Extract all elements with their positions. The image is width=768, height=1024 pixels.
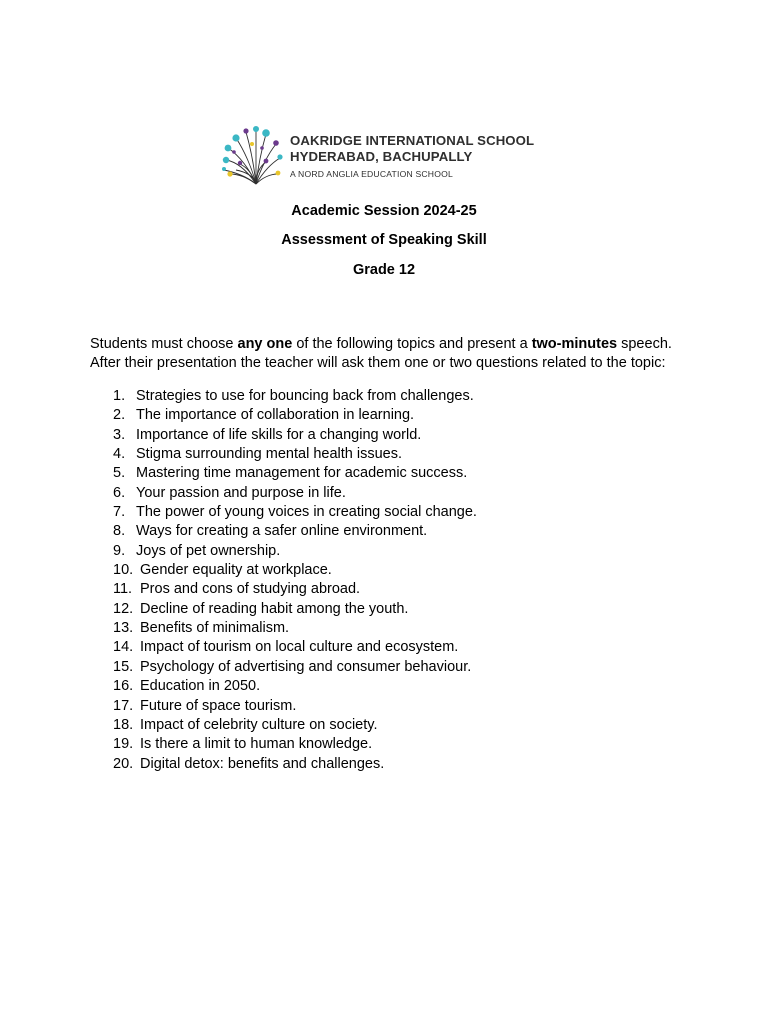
topic-number: 7. [113,504,126,521]
topic-number: 20. [113,755,134,772]
topic-number: 16. [113,678,134,695]
topic-item [90,445,690,464]
topic-item [90,735,690,754]
topic-text: Digital detox: benefits and challenges. [140,755,385,772]
topic-item [90,638,690,657]
topic-item [90,484,690,503]
topic-number: 1. [113,388,126,404]
school-emblem-icon [218,122,284,188]
topic-text: The importance of collaboration in learning. [136,407,415,424]
topic-item [90,716,690,735]
topic-item [90,387,690,406]
intro-text-1: Students must choose [90,335,238,352]
topic-text: Gender equality at workplace. [140,562,332,579]
logo-wordmark [290,133,534,180]
topic-number: 11. [113,581,133,598]
topic-number: 5. [113,465,126,482]
instructions-paragraph [90,335,680,374]
topic-number: 4. [113,446,126,463]
topic-number: 13. [113,620,134,637]
topic-item [90,600,690,619]
topic-text: Impact of celebrity culture on society. [140,716,378,733]
topic-text: Mastering time management for academic success. [136,465,468,482]
topic-item [90,522,690,541]
topic-item [90,426,690,445]
school-location: HYDERABAD, BACHUPALLY [290,149,473,164]
intro-emphasis-any-one: any one [237,335,293,352]
topic-item [90,619,690,638]
topic-text: Psychology of advertising and consumer behaviour. [140,658,472,675]
topic-text: Strategies to use for bouncing back from challenges. [136,388,474,404]
topic-item [90,677,690,696]
topic-text: Benefits of minimalism. [140,620,290,637]
school-logo [218,122,558,190]
topic-text: Decline of reading habit among the youth. [140,600,409,617]
academic-session-heading: Academic Session 2024-25 [291,203,477,219]
assessment-title: Assessment of Speaking Skill [281,232,487,248]
school-name: OAKRIDGE INTERNATIONAL SCHOOL [290,133,535,148]
topic-item [90,755,690,774]
topic-item [90,542,690,561]
topic-item [90,580,690,599]
topic-list [90,387,690,774]
topic-number: 9. [113,542,126,559]
topic-text: Your passion and purpose in life. [136,484,346,501]
topic-text: Future of space tourism. [140,697,297,714]
school-affiliation: A NORD ANGLIA EDUCATION SCHOOL [290,169,453,179]
topic-item [90,464,690,483]
topic-number: 17. [113,697,134,714]
topic-text: The power of young voices in creating social change. [136,504,477,521]
topic-number: 14. [113,639,134,656]
topic-number: 3. [113,426,126,443]
topic-number: 2. [113,407,126,424]
topic-number: 10. [113,562,134,579]
intro-text-2: of the following topics and present a [292,335,532,352]
topic-text: Is there a limit to human knowledge. [140,736,373,753]
topic-number: 15. [113,658,134,675]
intro-text-3: speech. After their presentation the teacher will ask them one or two questions related to the topic: [90,335,672,371]
topic-text: Importance of life skills for a changing world. [136,426,422,443]
topic-text: Ways for creating a safer online environment. [136,523,428,540]
topic-item [90,561,690,580]
topic-number: 6. [113,484,126,501]
intro-emphasis-two-minutes: two-minutes [531,335,618,352]
topic-number: 8. [113,523,126,540]
topic-number: 18. [113,716,134,733]
topic-item [90,658,690,677]
grade-heading: Grade 12 [352,262,416,278]
topic-text: Education in 2050. [140,678,261,695]
topic-number: 19. [113,736,134,753]
topic-item [90,406,690,425]
topic-text: Joys of pet ownership. [136,542,281,559]
topic-item [90,697,690,716]
topic-text: Impact of tourism on local culture and ecosystem. [140,639,459,656]
topic-text: Pros and cons of studying abroad. [140,581,361,598]
topic-number: 12. [113,600,134,617]
topic-item [90,503,690,522]
topic-text: Stigma surrounding mental health issues. [136,446,402,463]
